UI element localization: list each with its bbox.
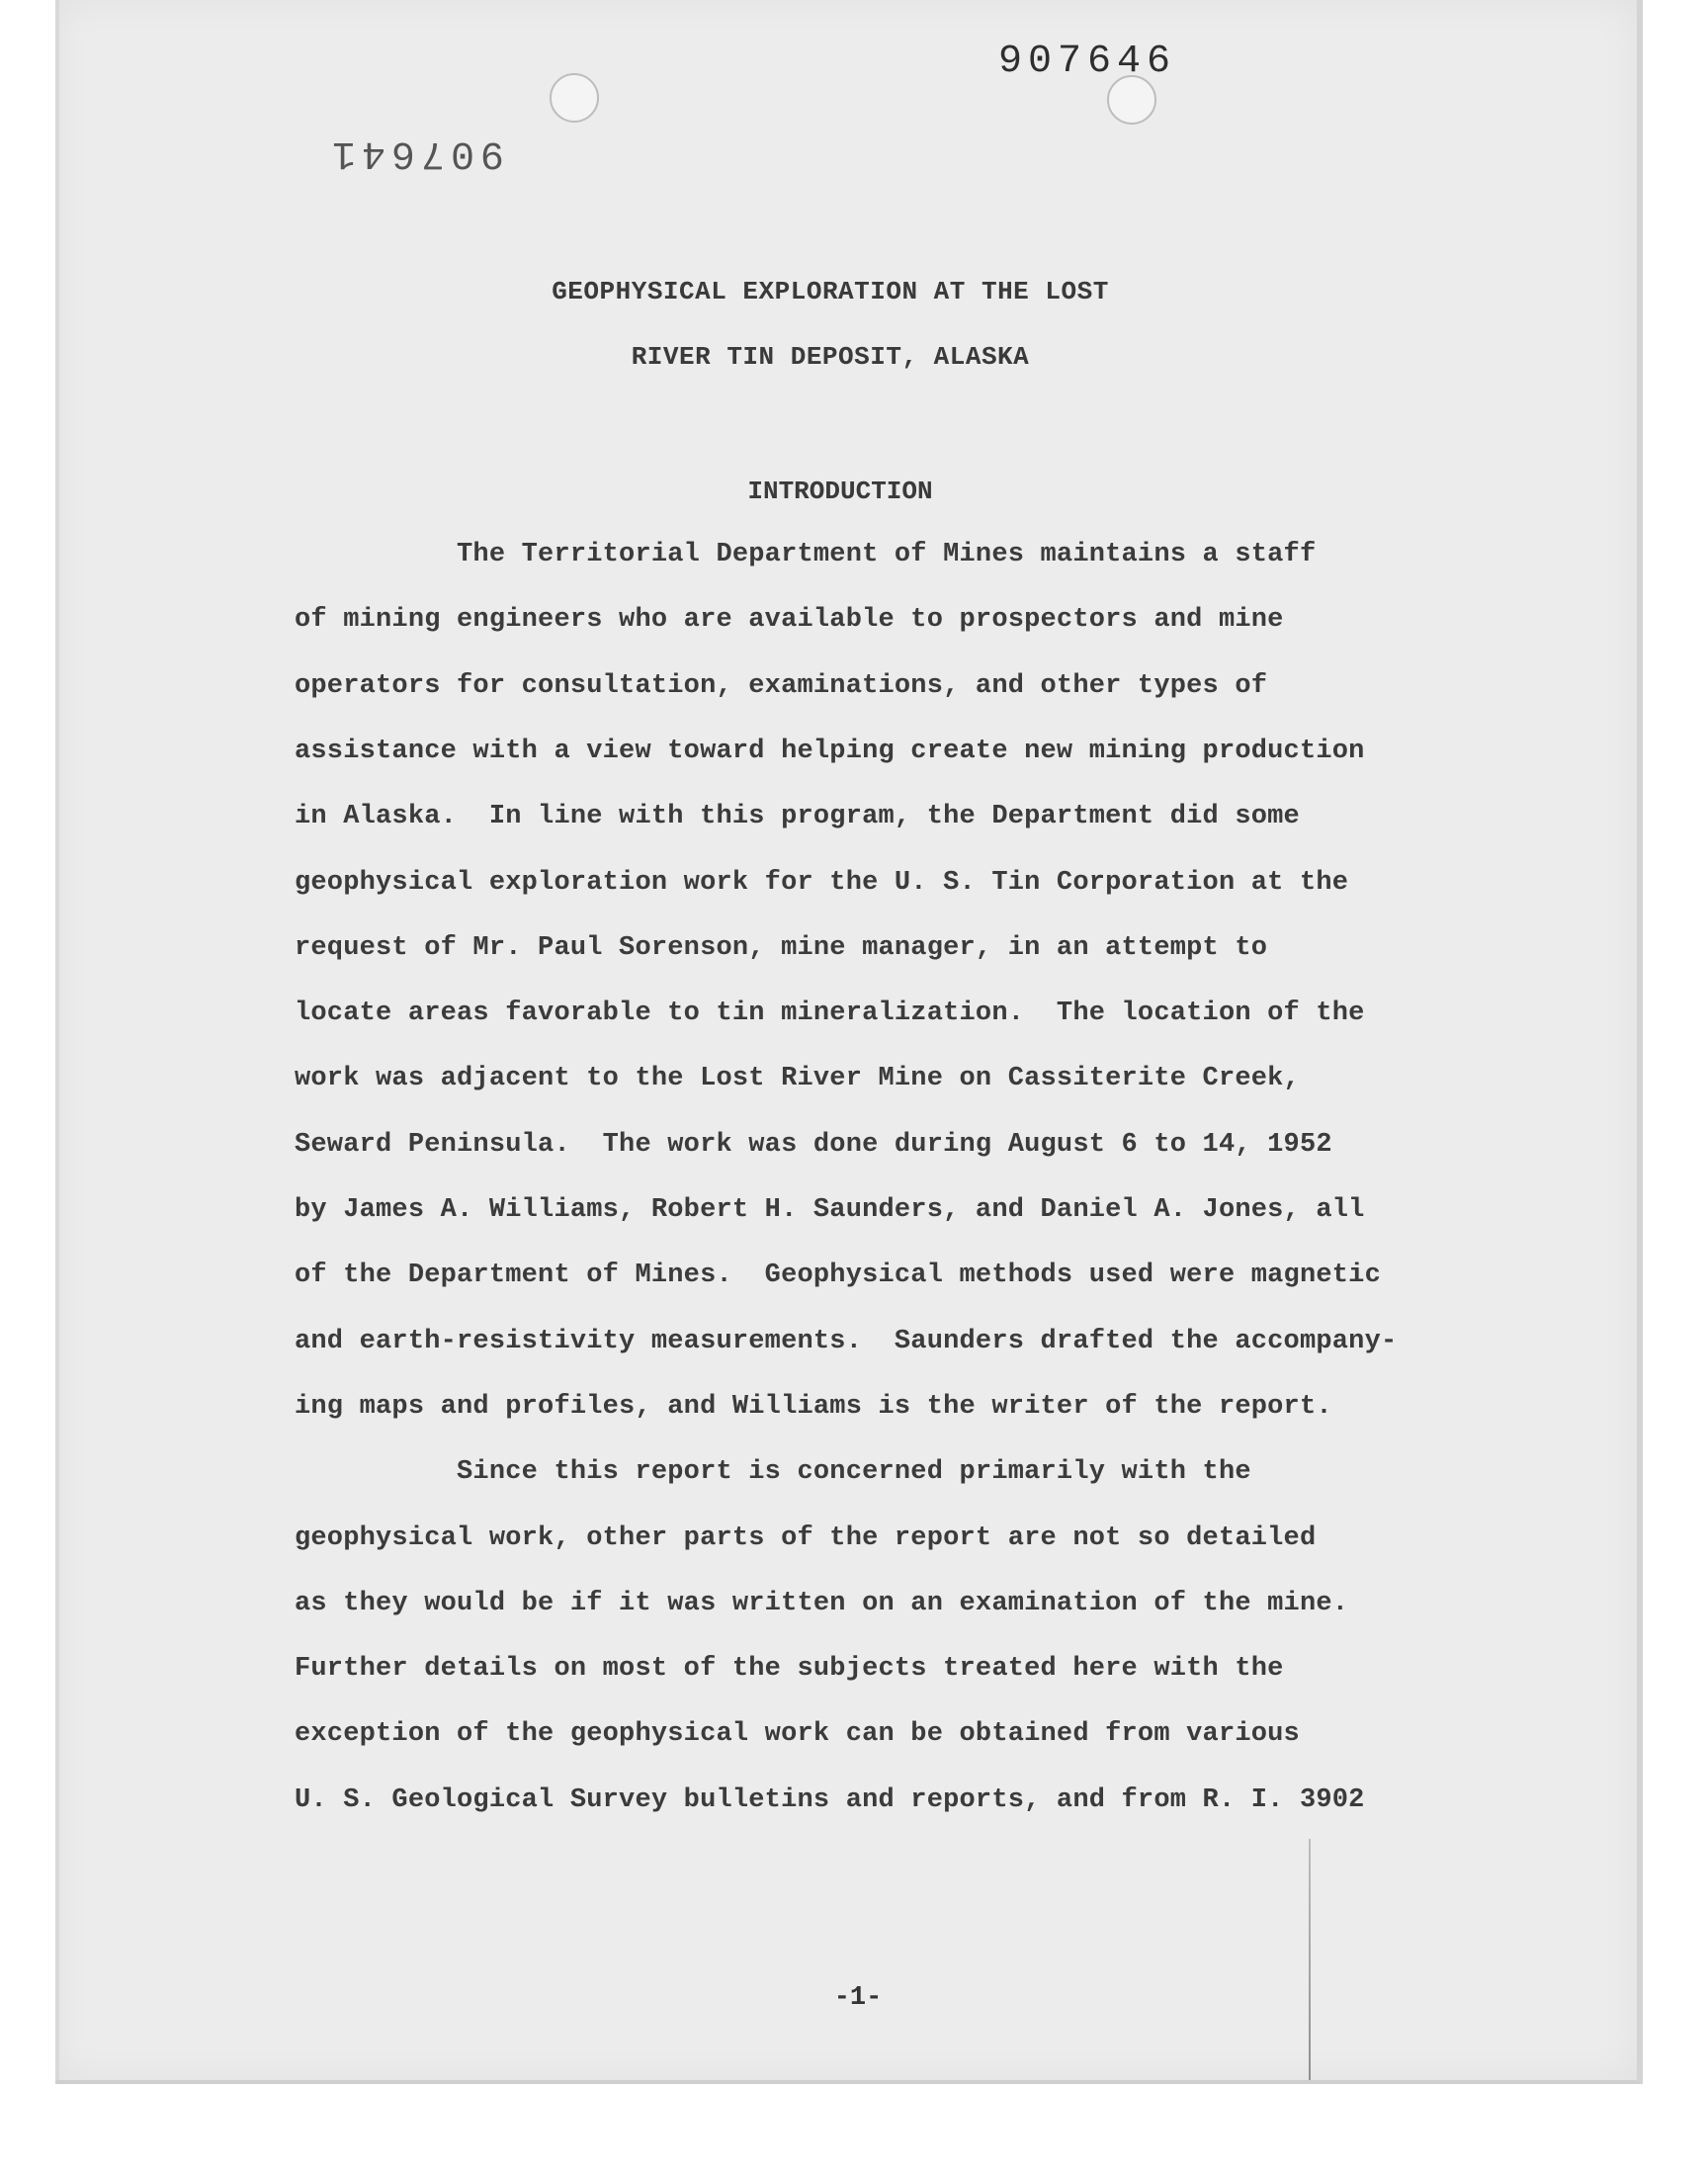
body-line: Further details on most of the subjects treated here with the <box>295 1654 1284 1684</box>
body-line: request of Mr. Paul Sorenson, mine manager, in an attempt to <box>295 933 1268 963</box>
body-line: work was adjacent to the Lost River Mine on Cassiterite Creek, <box>295 1064 1300 1093</box>
body-line: Seward Peninsula. The work was done during August 6 to 14, 1952 <box>295 1130 1332 1160</box>
body-line: Since this report is concerned primarily with the <box>295 1457 1251 1487</box>
body-line: exception of the geophysical work can be obtained from various <box>295 1719 1300 1749</box>
page-number: -1- <box>833 1983 883 2013</box>
document-stamp-number-inverted: 907641 <box>326 130 505 175</box>
body-line: locate areas favorable to tin mineralization. The location of the <box>295 999 1365 1028</box>
body-line: geophysical exploration work for the U. S. Tin Corporation at the <box>295 868 1349 898</box>
body-line: geophysical work, other parts of the report are not so detailed <box>295 1523 1317 1553</box>
body-line: assistance with a view toward helping create new mining production <box>295 737 1365 766</box>
page-edge <box>55 0 59 2080</box>
document-title-line-2: RIVER TIN DEPOSIT, ALASKA <box>631 342 1030 372</box>
body-line: ing maps and profiles, and Williams is the writer of the report. <box>295 1392 1332 1422</box>
page-crease <box>1309 1839 1311 2080</box>
body-line: in Alaska. In line with this program, the Department did some <box>295 802 1300 831</box>
body-line: The Territorial Department of Mines maintains a staff <box>295 540 1317 569</box>
body-line: of mining engineers who are available to prospectors and mine <box>295 605 1284 635</box>
body-line: and earth-resistivity measurements. Saunders drafted the accompany- <box>295 1327 1398 1356</box>
punch-hole-left <box>550 73 599 123</box>
body-line: of the Department of Mines. Geophysical methods used were magnetic <box>295 1261 1381 1290</box>
document-stamp-number: 907646 <box>998 40 1177 84</box>
section-heading: INTRODUCTION <box>747 477 933 506</box>
document-page <box>55 0 1643 2084</box>
body-line: U. S. Geological Survey bulletins and reports, and from R. I. 3902 <box>295 1785 1365 1815</box>
body-line: as they would be if it was written on an examination of the mine. <box>295 1589 1349 1618</box>
document-title-line-1: GEOPHYSICAL EXPLORATION AT THE LOST <box>552 277 1109 306</box>
body-line: by James A. Williams, Robert H. Saunders, and Daniel A. Jones, all <box>295 1195 1365 1225</box>
body-line: operators for consultation, examinations, and other types of <box>295 671 1268 701</box>
